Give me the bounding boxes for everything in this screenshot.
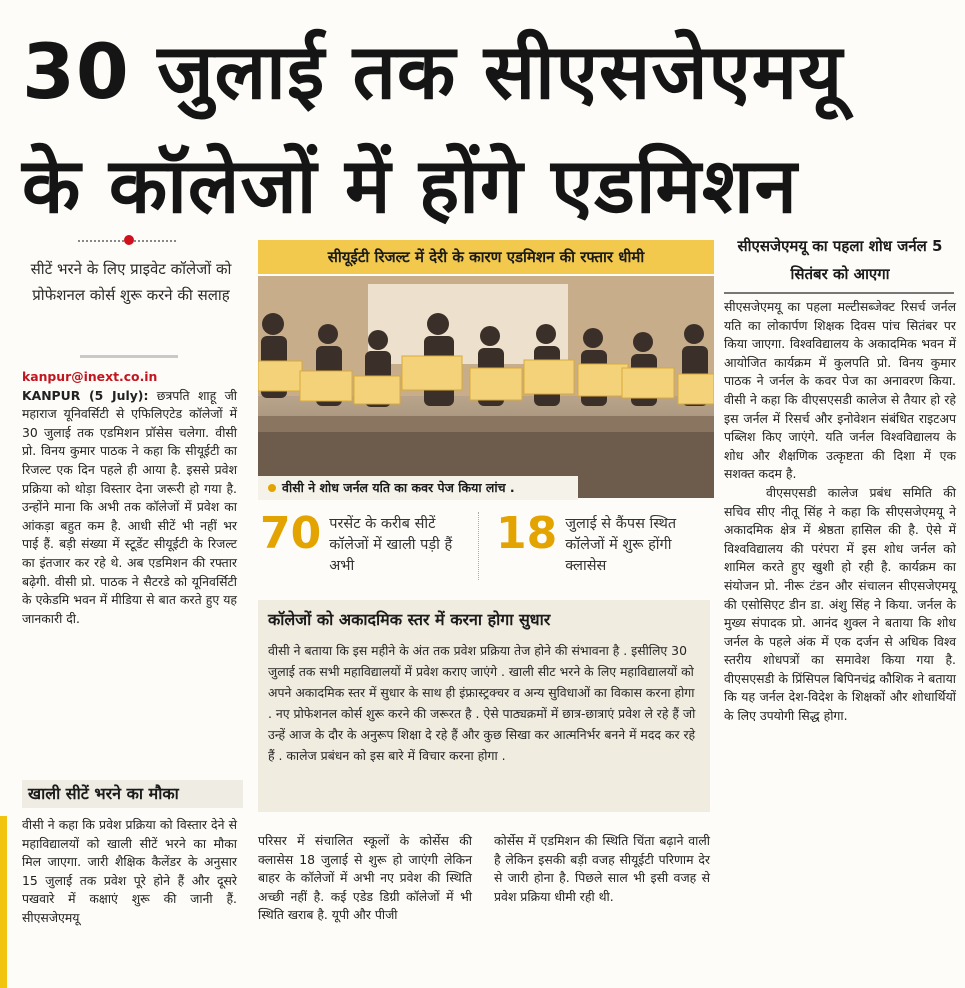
right-headline-rule — [724, 292, 954, 294]
stat-classes-text: जुलाई से कैंपस स्थित कॉलेजों में शुरू होंगी क्लासेस — [565, 516, 677, 574]
bottom-column-1: वीसी ने कहा कि प्रवेश प्रक्रिया को विस्तार देने से महाविद्यालयों को खाली सीटें भरने का मौका मिल जाएगा. जारी शैक्षिक कैलेंडर के अनुसार 15 जुलाई तक प्रवेश पूरे होने हैं और दूसरे पखवारे में कक्षाएं शुरू की जानी हैं. सीएसजेएमयू — [22, 817, 237, 925]
stat-divider — [478, 512, 479, 580]
left-accent-bar — [0, 816, 7, 988]
kicker-red-dot — [124, 235, 134, 245]
right-paragraph-1: सीएसजेएमयू का पहला मल्टीसब्जेक्ट रिसर्च जर्नल यति का लोकार्पण शिक्षक दिवस पांच सितंबर पर किया जाएगा. विश्वविद्यालय के अकादमिक भवन में आयोजित कार्यक्रम में कुलपति प्रो. विनय कुमार पाठक ने जर्नल के कवर पेज का अनावरण किया. वीसी ने कहा कि वीएसएसडी कालेज से तैयार हो रहे इस जर्नल में रिसर्च और इनोवेशन संबंधित राइटअप पब्लिश किए जाएंगे. यति जर्नल विश्वविद्यालय के शोध और शैक्षणिक उत्कृष्टता की दिशा में एक सशक्त कदम है. — [724, 299, 956, 482]
reporter-email[interactable]: kanpur@inext.co.in — [22, 369, 158, 384]
stat-seats-vacant — [260, 510, 472, 577]
box-title: कॉलेजों को अकादमिक स्तर में करना होगा सुधार — [268, 610, 551, 629]
kicker-text: सीटें भरने के लिए प्राइवेट कॉलेजों को प्रोफेशनल कोर्स शुरू करने की सलाह — [30, 260, 232, 304]
article-body — [22, 387, 237, 629]
stat-classes-start — [496, 510, 710, 577]
subhead-empty-seats: खाली सीटें भरने का मौका — [22, 780, 243, 808]
photo-banner: सीयूईटी रिजल्ट में देरी के कारण एडमिशन की रफ्तार धीमी — [258, 240, 714, 274]
headline-line-1: 30 जुलाई तक सीएसजेएमयू — [22, 27, 844, 116]
right-column-article — [724, 298, 956, 726]
left-column-article — [22, 368, 237, 628]
right-paragraph-2: वीएसएसडी कालेज प्रबंध समिति की सचिव सीए नीतू सिंह ने कहा कि सीएसजेएमयू ने अकादमिक क्षेत्र में श्रेष्ठता हासिल की है. ऐसे में विश्वविद्यालय की परंपरा में इस शोध जर्नल को शामिल करते हुए खुशी हो रही है. कार्यक्रम का संयोजन प्रो. नीरू टंडन और संचालन सीएसजेएमयू की एसोसिएट डीन डा. अंशु सिंह ने किया. जर्नल के मुख्य संपादक प्रो. आनंद शुक्ल ने बताया कि शोध जर्नल के पहले अंक में एक दर्जन से अधिक विश्व स्तरीय शोधपत्रों का समावेश किया गया है. वीएसएसडी के प्रिंसिपल बिपिनचंद्र कौशिक ने बताया कि यह जर्नल देश-विदेश के शिक्षकों और शोधार्थियों के लिए उपयोगी सिद्ध होगा. — [724, 484, 956, 724]
stat-classes-number: 18 — [496, 508, 558, 559]
bottom-column-2: परिसर में संचालित स्कूलों के कोर्सेस की क्लासेस 18 जुलाई से शुरू हो जाएंगी लेकिन बाहर के कॉलेजों में अभी नए प्रवेश की स्थिति अच्छी नहीं है. कई एडेड डिग्री कॉलेजों में भी स्थिति खराब है. यूपी और पीजी — [258, 833, 472, 923]
box-body: वीसी ने बताया कि इस महीने के अंत तक प्रवेश प्रक्रिया तेज होने की संभावना है . इसीलिए 30 जुलाई तक सभी महाविद्यालयों में प्रवेश कराए जाएंगे . खाली सीट भरने के लिए महाविद्यालयों को अपने अकादमिक स्तर में सुधार के साथ ही इंफ्रास्ट्रक्चर व अन्य सुविधाओं का विकास करना होगा . नए प्रोफेशनल कोर्स शुरू करने की जरूरत है . ऐसे पाठ्यक्रमों में छात्र-छात्राएं प्रवेश ले रहे हैं जो उन्हें आज के दौर के अनुरूप शिक्षा दे रहे हैं और कुछ सिखा कर आत्मनिर्भर बनने में मदद कर रहे हैं . कालेज प्रबंधन को इस बारे में विचार करना होगा . — [268, 643, 696, 763]
right-headline: सीएसजेएमयू का पहला शोध जर्नल 5 सितंबर को आएगा — [737, 237, 943, 283]
event-photo — [258, 276, 714, 498]
stat-seats-text: परसेंट के करीब सीटें कॉलेजों में खाली पड़ी हैं अभी — [329, 516, 453, 574]
caption-bullet-icon — [268, 484, 276, 492]
headline-line-2: के कॉलेजों में होंगे एडमिशन — [22, 141, 798, 230]
photo-caption — [258, 476, 578, 500]
kicker-underline — [80, 355, 178, 358]
bottom-column-3: कोर्सेस में एडमिशन की स्थिति चिंता बढ़ाने वाली है लेकिन इसकी बड़ी वजह सीयूईटी परिणाम देर से जारी होना है. पिछले साल भी इसी वजह से प्रवेश प्रक्रिया धीमी रही थी. — [494, 833, 710, 904]
stat-seats-number: 70 — [260, 508, 322, 559]
article-lead-text: छत्रपति शाहू जी महाराज यूनिवर्सिटी से एफिलिएटेड कॉलेजों में 30 जुलाई तक एडमिशन प्रॉसेस चलेगा. वीसी प्रो. विनय कुमार पाठक ने कहा कि सीयूईटी का रिजल्ट एक दिन पहले ही आया है. इससे प्रवेश प्रक्रिया को थोड़ा विस्तार देना जरूरी हो गया है. उन्होंने माना कि अभी तक कॉलेजों में प्रवेश का आंकड़ा बहुत कम है. आधी सीटें भी नहीं भर पाई हैं. बड़ी संख्या में स्टूडेंट सीयूईटी के रिजल्ट का इंतजार कर रहे थे. अब एडमिशन की रफ्तार बढ़ेगी. वीसी प्रो. पाठक ने सैटरडे को यूनिवर्सिटी के एकेडमि भवन में मीडिया से बात करते हुए यह जानकारी दी. — [22, 387, 237, 626]
academic-improvement-box — [258, 600, 710, 812]
dateline: KANPUR (5 July): — [22, 387, 149, 403]
event-photo-illustration — [258, 276, 714, 498]
photo-caption-text: वीसी ने शोध जर्नल यति का कवर पेज किया लांच . — [282, 480, 515, 495]
